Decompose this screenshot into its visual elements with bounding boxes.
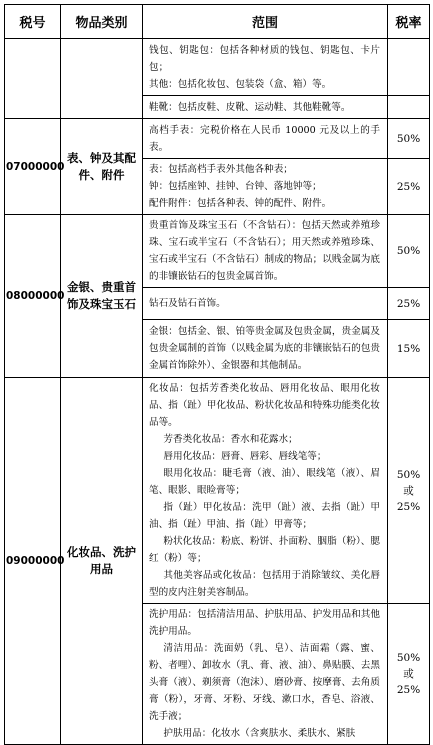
scope-line: 指（趾）甲化妆品：洗甲（趾）液、去指（趾）甲油、指（趾）甲油、指（趾）甲膏等； [149, 502, 380, 530]
rate-or: 或 [403, 484, 414, 497]
rate-cell: 25% [388, 159, 430, 215]
code-cell: 09000000 [5, 378, 61, 745]
rate-cell [388, 39, 430, 96]
scope-line: 其他：包括化妆包、包装袋（盒、箱）等。 [149, 78, 332, 90]
rate-value: 50% [396, 652, 421, 664]
category-cell: 表、钟及其配件、附件 [61, 119, 143, 215]
scope-cell [143, 320, 388, 378]
scope-cell [143, 215, 388, 288]
rate-cell: 50% [388, 119, 430, 159]
table-row [5, 119, 430, 159]
scope-line: 配件附件：包括各种表、钟的配件、附件。 [149, 198, 332, 209]
scope-cell [143, 159, 388, 215]
category-cell: 化妆品、洗护用品 [61, 378, 143, 745]
scope-line: 贵重首饰及珠宝玉石（不含钻石）：包括天然或养殖珍珠、宝石或半宝石（不含钻石）；用天然或养殖珍珠、宝石或半宝石（不含钻石）制成的物品；以贱金属为底的非镶嵌钻石的包贵金属首饰。 [149, 220, 380, 282]
scope-line: 化妆品：包括芳香类化妆品、唇用化妆品、眼用化妆品、指（趾）甲化妆品、粉状化妆品和特殊功能类化妆品等。 [149, 383, 380, 428]
rate-cell: 15% [388, 320, 430, 378]
scope-line: 清洁用品：洗面奶（乳、皂）、洁面霜（露、蜜、粉、者哩）、卸妆水（乳、膏、液、油）、鼻贴膜、去黑头膏（液）、剃须膏（泡沫）、磨砂膏、按摩膏、去角质膏（粉），牙膏、牙粉、牙线、漱口水，香皂、浴液、洗手液； [149, 643, 380, 722]
scope-line: 金银：包括金、银、铂等贵金属及包贵金属，贵金属及包贵金属制的首饰（以贱金属为底的非镶嵌钻石的包贵金属首饰除外）、金银器和其他制品。 [149, 326, 380, 371]
rate-cell [388, 96, 430, 119]
header-rate: 税率 [388, 5, 430, 39]
scope-line: 唇用化妆品：唇膏、唇彩、唇线笔等； [163, 451, 327, 462]
rate-value: 25% [396, 684, 421, 696]
tax-rate-table [4, 4, 430, 745]
table-row [5, 39, 430, 96]
scope-line: 钻石及钻石首饰。 [149, 298, 226, 309]
scope-line: 钟：包括座钟、挂钟、台钟、落地钟等； [149, 181, 322, 192]
rate-cell: 25% [388, 288, 430, 320]
code-cell: 07000000 [5, 119, 61, 215]
scope-cell [143, 378, 388, 604]
scope-line: 高档手表：完税价格在人民币 10000 元及以上的手表。 [149, 124, 380, 153]
scope-line: 粉状化妆品：粉底、粉饼、扑面粉、胭脂（粉）、腮红（粉）等； [149, 536, 380, 564]
scope-line: 其他美容品或化妆品：包括用于消除皱纹、美化唇型的皮内注射美容制品。 [149, 570, 380, 598]
header-code: 税号 [5, 5, 61, 39]
table-row [5, 215, 430, 288]
scope-line: 芳香类化妆品：香水和花露水； [163, 434, 298, 445]
scope-line: 护肤用品：化妆水（含爽肤水、柔肤水、紧肤 [163, 728, 356, 739]
rate-cell [388, 604, 430, 745]
scope-cell [143, 39, 388, 96]
scope-line: 洗护用品：包括清洁用品、护肤用品、护发用品和其他洗护用品。 [149, 609, 380, 637]
rate-cell: 50% [388, 215, 430, 288]
header-category: 物品类别 [61, 5, 143, 39]
scope-cell [143, 604, 388, 745]
scope-line: 鞋靴：包括皮鞋、皮靴、运动鞋、其他鞋靴等。 [149, 101, 351, 113]
code-cell: 08000000 [5, 215, 61, 378]
table-header-row [5, 5, 430, 39]
rate-or: 或 [403, 668, 414, 680]
rate-value: 50% [396, 468, 421, 481]
scope-cell [143, 288, 388, 320]
table-row [5, 378, 430, 604]
scope-line: 眼用化妆品：睫毛膏（液、油）、眼线笔（液）、眉笔、眼影、眼睑膏等； [149, 468, 380, 496]
scope-cell [143, 119, 388, 159]
scope-line: 表：包括高档手表外其他各种表； [149, 164, 293, 175]
header-scope: 范围 [143, 5, 388, 39]
category-cell: 金银、贵重首饰及珠宝玉石 [61, 215, 143, 378]
rate-value: 25% [396, 500, 421, 513]
code-cell [5, 39, 61, 119]
category-cell [61, 39, 143, 119]
rate-cell [388, 378, 430, 604]
scope-line: 钱包、钥匙包：包括各种材质的钱包、钥匙包、卡片包； [149, 44, 380, 73]
scope-cell [143, 96, 388, 119]
